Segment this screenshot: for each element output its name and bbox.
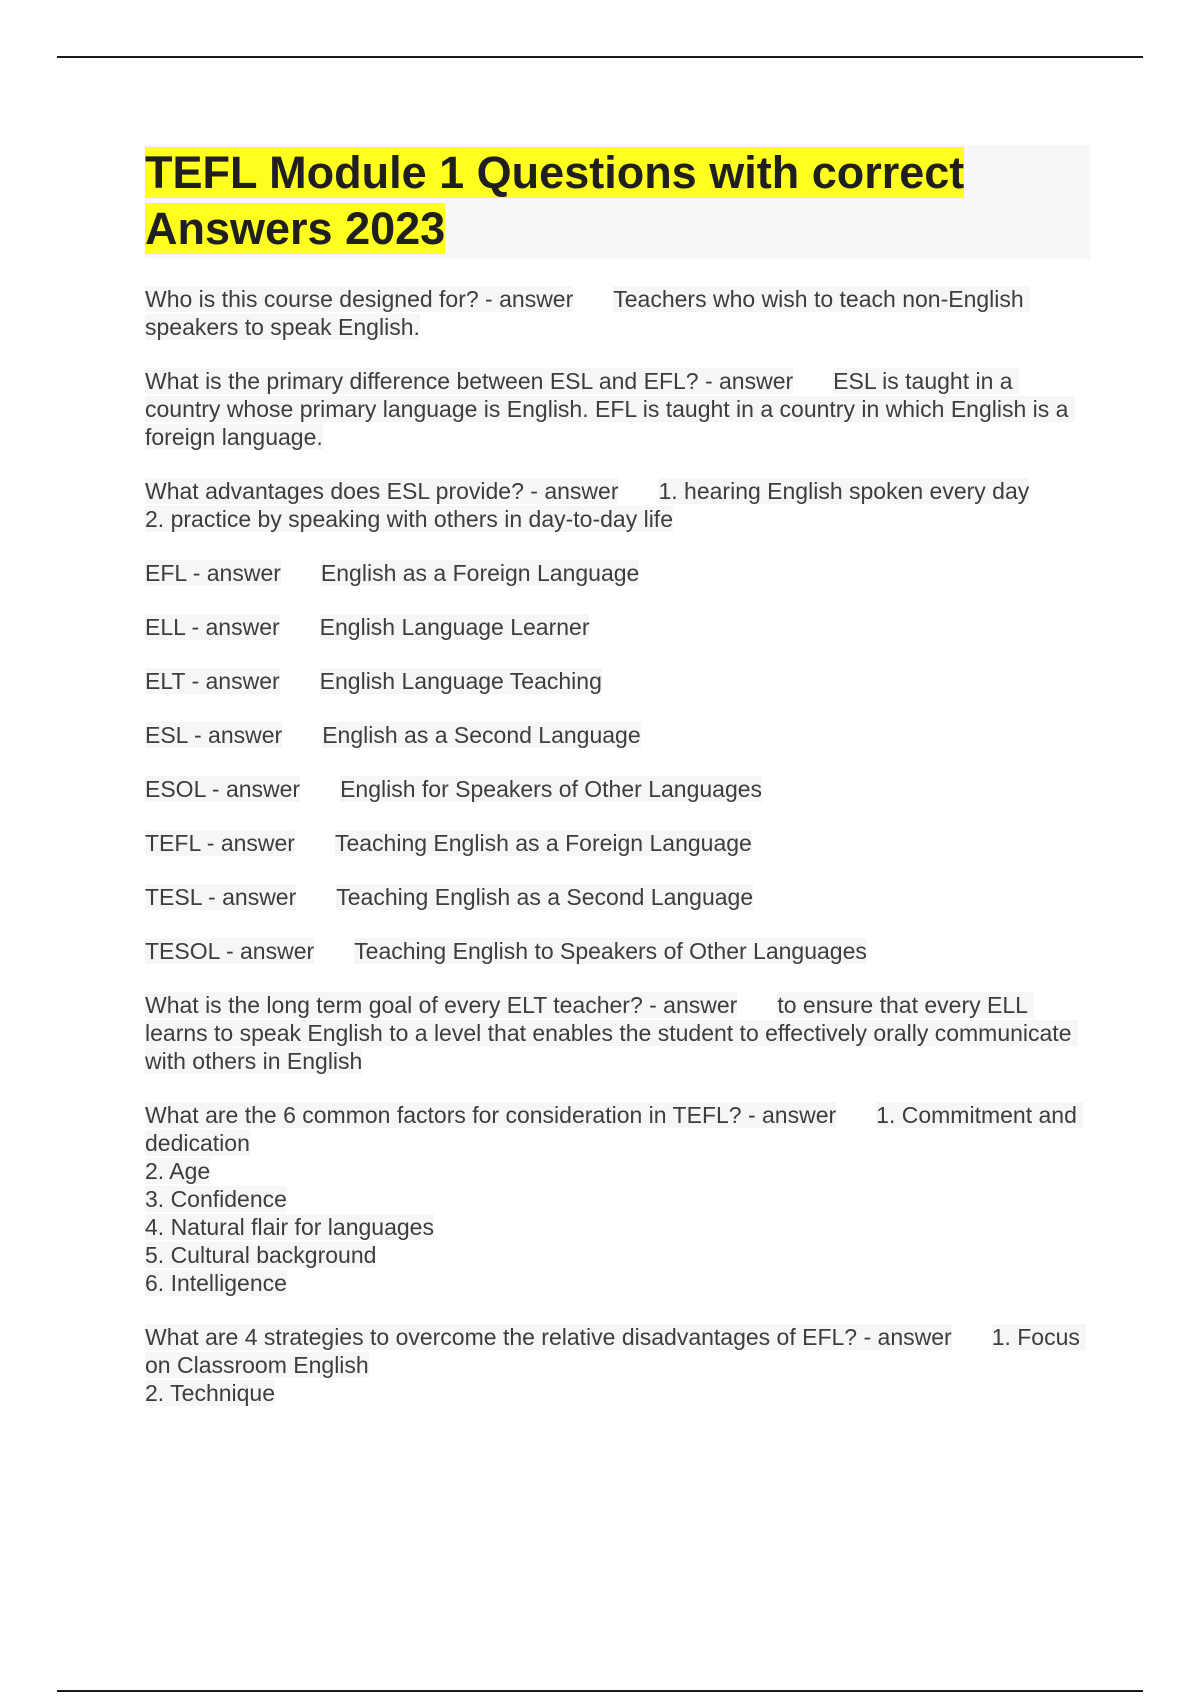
question-text: EFL - answer bbox=[145, 560, 281, 586]
title-block bbox=[145, 145, 1090, 259]
answer-text: English as a Second Language bbox=[322, 722, 641, 748]
answer-text: 1. hearing English spoken every day 2. practice by speaking with others in day-to-day life bbox=[145, 478, 1030, 532]
qa-item bbox=[145, 477, 1090, 533]
qa-item bbox=[145, 721, 1090, 749]
answer-text: English Language Learner bbox=[319, 614, 590, 640]
answer-text: ESL is taught in a country whose primary language is English. EFL is taught in a country in which English is a foreign language. bbox=[145, 368, 1075, 450]
bottom-rule bbox=[57, 1690, 1143, 1692]
qa-item bbox=[145, 937, 1090, 965]
answer-text: English for Speakers of Other Languages bbox=[340, 776, 763, 802]
question-text: ESL - answer bbox=[145, 722, 283, 748]
document-body bbox=[145, 145, 1090, 1433]
answer-text: to ensure that every ELL learns to speak English to a level that enables the student to effectively orally communicate with others in English bbox=[145, 992, 1078, 1074]
qa-item bbox=[145, 559, 1090, 587]
qa-item bbox=[145, 1101, 1090, 1297]
question-text: What advantages does ESL provide? - answer bbox=[145, 478, 619, 504]
top-rule bbox=[57, 56, 1143, 58]
qa-item bbox=[145, 1323, 1090, 1407]
question-text: ELT - answer bbox=[145, 668, 280, 694]
question-text: What are the 6 common factors for consideration in TEFL? - answer bbox=[145, 1102, 837, 1128]
qa-item bbox=[145, 367, 1090, 451]
answer-text: 1. Focus on Classroom English 2. Technique bbox=[145, 1324, 1086, 1406]
question-text: What is the primary difference between ESL and EFL? - answer bbox=[145, 368, 794, 394]
question-text: TESL - answer bbox=[145, 884, 297, 910]
question-text: Who is this course designed for? - answer bbox=[145, 286, 574, 312]
answer-text: Teaching English as a Foreign Language bbox=[334, 830, 752, 856]
answer-text: 1. Commitment and dedication 2. Age 3. Confidence 4. Natural flair for languages 5. Cultural background 6. Intelligence bbox=[145, 1102, 1083, 1296]
qa-list bbox=[145, 285, 1090, 1407]
qa-item bbox=[145, 613, 1090, 641]
question-text: What are 4 strategies to overcome the relative disadvantages of EFL? - answer bbox=[145, 1324, 952, 1350]
qa-item bbox=[145, 667, 1090, 695]
qa-item bbox=[145, 829, 1090, 857]
question-text: TEFL - answer bbox=[145, 830, 295, 856]
answer-text: English Language Teaching bbox=[319, 668, 602, 694]
qa-item bbox=[145, 775, 1090, 803]
answer-text: Teachers who wish to teach non-English speakers to speak English. bbox=[145, 286, 1031, 340]
qa-item bbox=[145, 883, 1090, 911]
qa-item bbox=[145, 991, 1090, 1075]
question-text: ESOL - answer bbox=[145, 776, 301, 802]
answer-text: Teaching English to Speakers of Other Languages bbox=[354, 938, 867, 964]
answer-text: Teaching English as a Second Language bbox=[336, 884, 754, 910]
answer-text: English as a Foreign Language bbox=[320, 560, 640, 586]
document-title bbox=[145, 145, 1090, 257]
question-text: ELL - answer bbox=[145, 614, 280, 640]
qa-item bbox=[145, 285, 1090, 341]
document-title-text: TEFL Module 1 Questions with correct Answers 2023 bbox=[145, 147, 965, 254]
question-text: What is the long term goal of every ELT teacher? - answer bbox=[145, 992, 738, 1018]
question-text: TESOL - answer bbox=[145, 938, 315, 964]
